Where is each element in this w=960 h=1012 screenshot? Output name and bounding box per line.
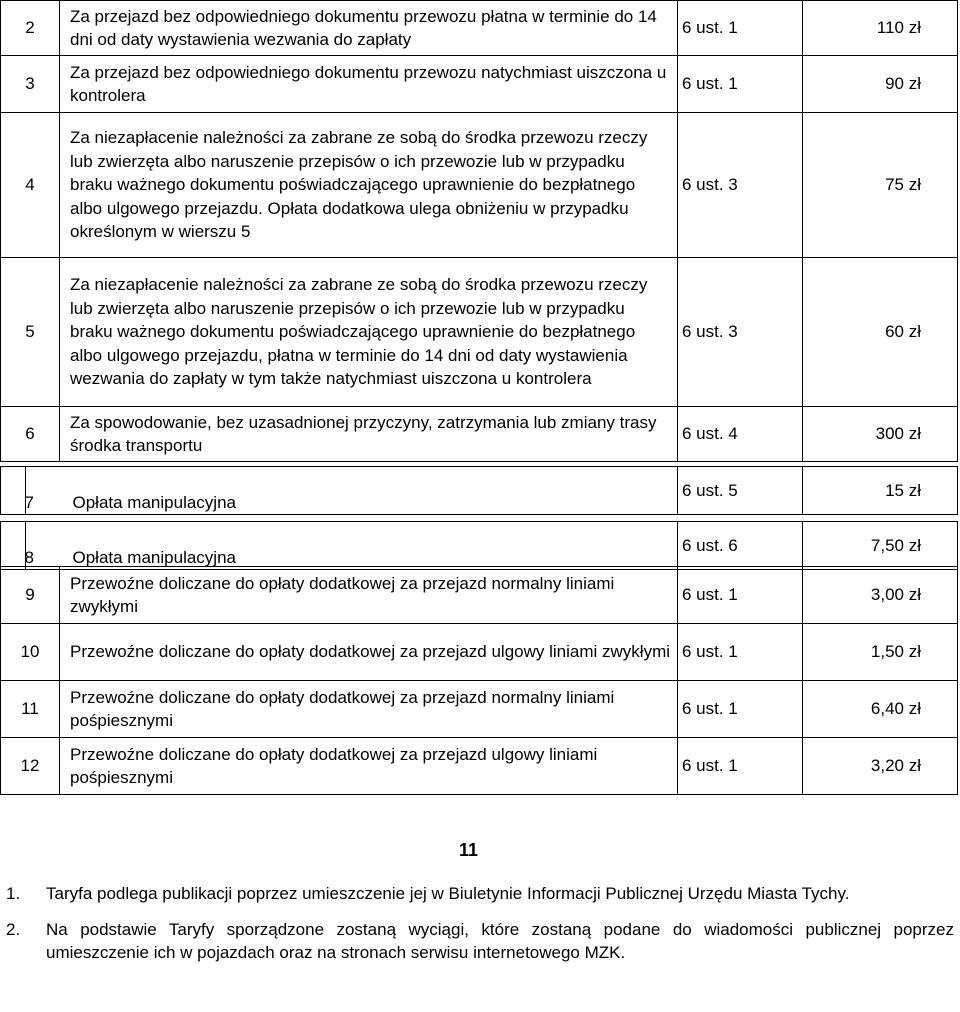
row-amount: 1,50 zł: [803, 624, 958, 681]
row-number: 6: [1, 407, 60, 462]
fees-table-row8: [0, 521, 958, 570]
row-description: Za spowodowanie, bez uzasadnionej przyczyny, zatrzymania lub zmiany trasy środka transportu: [60, 407, 678, 462]
row-reference: 6 ust. 4: [678, 407, 803, 462]
note-text: Taryfa podlega publikacji poprzez umieszczenie jej w Biuletynie Informacji Publicznej Urzędu Miasta Tychy.: [46, 884, 850, 903]
table-row: [1, 567, 958, 624]
row-number: 3: [1, 56, 60, 113]
row-amount: 60 zł: [803, 258, 958, 407]
row-reference: 6 ust. 5: [678, 467, 803, 515]
note-number: 2.: [6, 920, 21, 939]
row-number: 8: [24, 547, 34, 567]
footnotes: [0, 882, 958, 977]
row-reference: 6 ust. 1: [678, 567, 803, 624]
note-text: Na podstawie Taryfy sporządzone zostaną wyciągi, które zostaną podane do wiadomości publicznej poprzez umieszczenie ich w pojazdach oraz na stronach serwisu internetowego MZK.: [46, 920, 954, 962]
row-number: 11: [1, 681, 60, 738]
row-number: 2: [1, 1, 60, 56]
table-row: [1, 681, 958, 738]
row-gutter: [1, 467, 26, 515]
row-description: Opłata manipulacyjna: [72, 492, 236, 512]
note-number: 1.: [6, 884, 21, 903]
table-row: [1, 56, 958, 113]
row-description: Przewoźne doliczane do opłaty dodatkowej za przejazd ulgowy liniami pośpiesznymi: [60, 738, 678, 795]
row-description: Opłata manipulacyjna: [72, 547, 236, 567]
table-row: [1, 1, 958, 56]
row-amount: 300 zł: [803, 407, 958, 462]
row-amount: 15 zł: [803, 467, 958, 515]
table-row: [1, 258, 958, 407]
row-number: 7: [24, 492, 34, 512]
page-number: 11: [459, 840, 479, 860]
row-description: Za przejazd bez odpowiedniego dokumentu przewozu płatna w terminie do 14 dni od daty wystawienia wezwania do zapłaty: [60, 1, 678, 56]
row-description: Przewoźne doliczane do opłaty dodatkowej za przejazd ulgowy liniami zwykłymi: [60, 624, 678, 681]
row-gutter: [1, 522, 26, 570]
table-row: [1, 522, 958, 570]
fees-table-top: [0, 0, 958, 462]
row-reference: 6 ust. 1: [678, 1, 803, 56]
row-reference: 6 ust. 1: [678, 681, 803, 738]
row-reference: 6 ust. 1: [678, 56, 803, 113]
table-row: [1, 407, 958, 462]
row-reference: 6 ust. 3: [678, 113, 803, 258]
table-row: [1, 113, 958, 258]
row-description: Przewoźne doliczane do opłaty dodatkowej za przejazd normalny liniami zwykłymi: [60, 567, 678, 624]
row-amount: 3,20 zł: [803, 738, 958, 795]
table-row: [1, 738, 958, 795]
list-item: [0, 882, 958, 905]
row-reference: 6 ust. 1: [678, 738, 803, 795]
row-amount: 3,00 zł: [803, 567, 958, 624]
row-description: Przewoźne doliczane do opłaty dodatkowej za przejazd normalny liniami pośpiesznymi: [60, 681, 678, 738]
row-amount: 110 zł: [803, 1, 958, 56]
row-number: 12: [1, 738, 60, 795]
row-number: 9: [1, 567, 60, 624]
row-reference: 6 ust. 1: [678, 624, 803, 681]
row-description: Za przejazd bez odpowiedniego dokumentu przewozu natychmiast uiszczona u kontrolera: [60, 56, 678, 113]
fees-table-bottom: [0, 566, 958, 795]
row-reference: 6 ust. 6: [678, 522, 803, 570]
fees-table-row7: [0, 466, 958, 515]
list-item: [0, 918, 958, 964]
row-amount: 7,50 zł: [803, 522, 958, 570]
row-amount: 6,40 zł: [803, 681, 958, 738]
row-number: 5: [1, 258, 60, 407]
row-number: 10: [1, 624, 60, 681]
row-number: 4: [1, 113, 60, 258]
row-description: Za niezapłacenie należności za zabrane ze sobą do środka przewozu rzeczy lub zwierzęta albo naruszenie przepisów o ich przewozie lub w przypadku braku ważnego dokumentu poświadczającego uprawnienie do bezpłatnego albo ulgowego przejazdu. Opłata dodatkowa ulega obniżeniu w przypadku określonym w wierszu 5: [60, 113, 678, 258]
row-amount: 90 zł: [803, 56, 958, 113]
table-row: [1, 467, 958, 515]
row-amount: 75 zł: [803, 113, 958, 258]
table-row: [1, 624, 958, 681]
row-description: Za niezapłacenie należności za zabrane ze sobą do środka przewozu rzeczy lub zwierzęta albo naruszenie przepisów o ich przewozie lub w przypadku braku ważnego dokumentu poświadczającego uprawnienie do bezpłatnego albo ulgowego przejazdu, płatna w terminie do 14 dni od daty wystawienia wezwania do zapłaty w tym także natychmiast uiszczona u kontrolera: [60, 258, 678, 407]
row-reference: 6 ust. 3: [678, 258, 803, 407]
